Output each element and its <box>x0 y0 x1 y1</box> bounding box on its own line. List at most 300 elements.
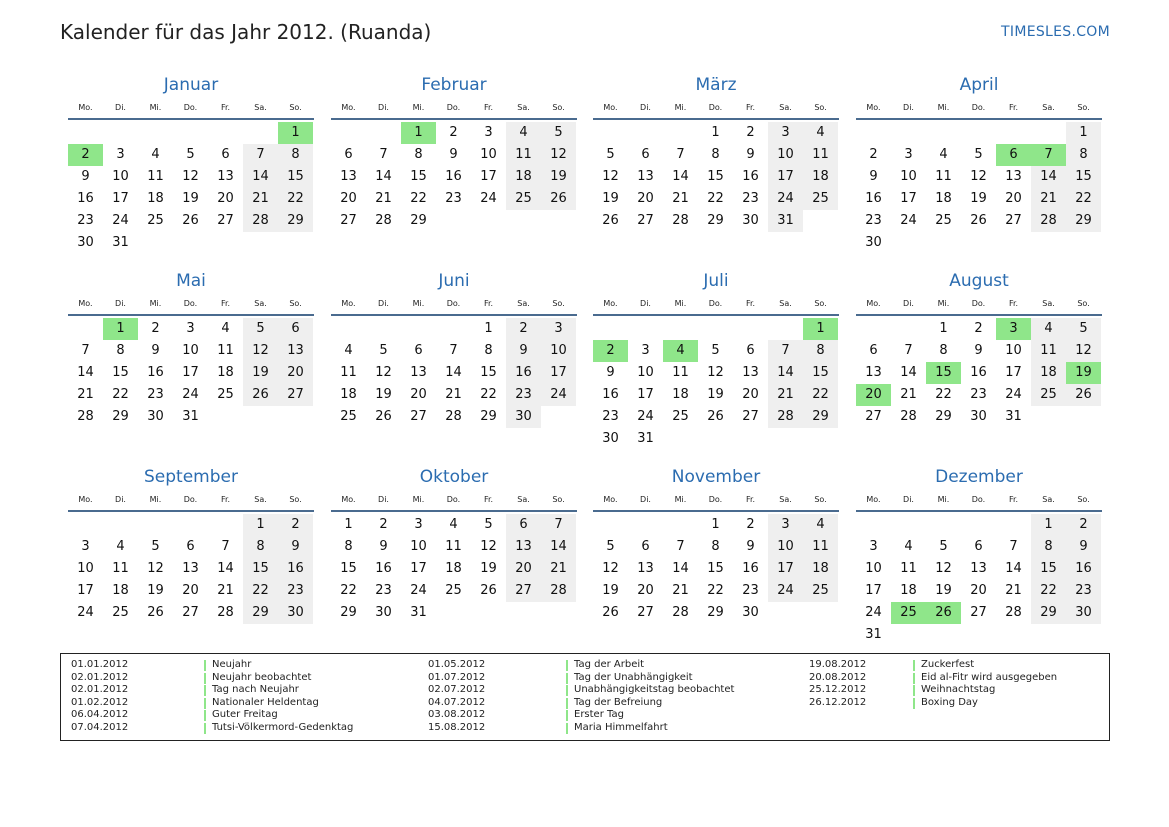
day-cell: 10 <box>900 169 917 184</box>
day-cell: 4 <box>449 517 458 532</box>
weekday-label: So. <box>814 495 827 504</box>
day-cell: 18 <box>506 166 541 188</box>
day-cell: 13 <box>506 536 541 558</box>
day-cell: 20 <box>637 583 654 598</box>
day-cell: 14 <box>672 561 689 576</box>
holiday-day-cell: 25 <box>891 602 926 624</box>
day-cell: 2 <box>506 318 541 340</box>
day-cell: 14 <box>1031 166 1066 188</box>
weekday-label: Sa. <box>779 103 792 112</box>
day-cell: 31 <box>768 210 803 232</box>
brand-link[interactable]: TIMESLES.COM <box>1001 24 1110 40</box>
month-name: Oktober <box>419 467 489 487</box>
day-cell: 27 <box>637 605 654 620</box>
day-cell: 7 <box>904 343 913 358</box>
day-cell: 22 <box>707 191 724 206</box>
day-cell: 26 <box>480 583 497 598</box>
day-cell: 19 <box>480 561 497 576</box>
holiday-name: Maria Himmelfahrt <box>574 722 668 733</box>
day-cell: 26 <box>147 605 164 620</box>
holiday-marker <box>204 673 206 684</box>
day-cell: 22 <box>707 583 724 598</box>
header-rule <box>68 510 314 512</box>
holiday-marker <box>204 698 206 709</box>
day-cell: 8 <box>1066 144 1101 166</box>
day-cell: 2 <box>449 125 458 140</box>
day-cell: 6 <box>869 343 878 358</box>
weekday-label: Fr. <box>1008 299 1019 308</box>
day-cell: 26 <box>707 409 724 424</box>
day-cell: 11 <box>445 539 462 554</box>
weekday-label: Di. <box>903 495 914 504</box>
holiday-marker <box>566 698 568 709</box>
header-rule <box>331 314 577 316</box>
day-cell: 13 <box>637 561 654 576</box>
day-cell: 20 <box>410 387 427 402</box>
weekday-header <box>331 103 577 115</box>
holiday-name: Tag der Arbeit <box>574 659 645 670</box>
month-10 <box>331 467 577 667</box>
day-cell: 31 <box>112 235 129 250</box>
month-8 <box>856 271 1102 471</box>
weekday-label: Fr. <box>745 103 756 112</box>
weekday-label: Di. <box>903 103 914 112</box>
day-cell: 17 <box>768 558 803 580</box>
holiday-date: 25.12.2012 <box>809 684 867 696</box>
day-cell: 22 <box>935 387 952 402</box>
weekday-label: Di. <box>115 299 126 308</box>
day-cell: 4 <box>344 343 353 358</box>
holiday-date: 19.08.2012 <box>809 659 867 670</box>
weekday-label: Do. <box>183 103 198 112</box>
day-cell: 5 <box>151 539 160 554</box>
day-cell: 5 <box>939 539 948 554</box>
day-cell: 19 <box>147 583 164 598</box>
day-cell: 24 <box>112 213 129 228</box>
day-cell: 2 <box>974 321 983 336</box>
day-cell: 3 <box>116 147 125 162</box>
day-cell: 10 <box>410 539 427 554</box>
day-cell: 18 <box>1031 362 1066 384</box>
day-cell: 28 <box>1031 210 1066 232</box>
day-cell: 7 <box>221 539 230 554</box>
holiday-date: 01.01.2012 <box>71 659 129 670</box>
weekday-label: Mi. <box>149 299 162 308</box>
day-cell: 13 <box>278 340 313 362</box>
weekday-label: Fr. <box>220 299 231 308</box>
day-cell: 19 <box>541 166 576 188</box>
weekday-label: Do. <box>971 299 986 308</box>
weekday-label: Sa. <box>1042 299 1055 308</box>
weekday-label: Fr. <box>483 299 494 308</box>
day-cell: 10 <box>865 561 882 576</box>
weekday-label: Mi. <box>937 103 950 112</box>
day-cell: 16 <box>375 561 392 576</box>
day-cell: 21 <box>672 191 689 206</box>
day-cell: 8 <box>711 539 720 554</box>
day-cell: 21 <box>1031 188 1066 210</box>
holiday-marker <box>204 723 206 734</box>
weekday-header <box>331 299 577 311</box>
day-cell: 28 <box>672 213 689 228</box>
holiday-date: 20.08.2012 <box>809 671 867 683</box>
day-cell: 30 <box>506 406 541 428</box>
day-cell: 1 <box>1031 514 1066 536</box>
day-cell: 9 <box>974 343 983 358</box>
weekday-header <box>593 299 839 311</box>
day-cell: 20 <box>1005 191 1022 206</box>
day-cell: 17 <box>541 362 576 384</box>
day-cell: 5 <box>606 147 615 162</box>
day-cell: 24 <box>410 583 427 598</box>
day-cell: 21 <box>217 583 234 598</box>
day-cell: 24 <box>182 387 199 402</box>
month-name: Juni <box>438 271 470 291</box>
day-cell: 7 <box>379 147 388 162</box>
holiday-day-cell: 1 <box>401 122 436 144</box>
day-cell: 18 <box>672 387 689 402</box>
weekday-header <box>856 299 1102 311</box>
day-cell: 20 <box>637 191 654 206</box>
month-7 <box>593 271 839 471</box>
day-cell: 13 <box>970 561 987 576</box>
weekday-label: Mo. <box>866 299 881 308</box>
day-cell: 15 <box>707 561 724 576</box>
day-cell: 5 <box>1066 318 1101 340</box>
weekday-label: Do. <box>708 495 723 504</box>
weekday-label: Sa. <box>517 103 530 112</box>
day-cell: 9 <box>449 147 458 162</box>
day-cell: 12 <box>243 340 278 362</box>
holiday-marker <box>566 660 568 671</box>
day-cell: 16 <box>970 365 987 380</box>
day-cell: 12 <box>602 561 619 576</box>
day-cell: 17 <box>768 166 803 188</box>
weekday-label: Mo. <box>341 299 356 308</box>
day-cell: 27 <box>410 409 427 424</box>
day-cell: 25 <box>935 213 952 228</box>
day-cell: 13 <box>1005 169 1022 184</box>
day-cell: 21 <box>1005 583 1022 598</box>
day-cell: 14 <box>768 362 803 384</box>
day-cell: 24 <box>768 580 803 602</box>
day-cell: 30 <box>742 605 759 620</box>
weekday-label: Mi. <box>149 495 162 504</box>
month-2 <box>331 75 577 275</box>
day-cell: 15 <box>1066 166 1101 188</box>
day-cell: 15 <box>410 169 427 184</box>
weekday-label: Mi. <box>674 299 687 308</box>
day-cell: 30 <box>970 409 987 424</box>
day-cell: 24 <box>480 191 497 206</box>
day-cell: 4 <box>116 539 125 554</box>
day-cell: 21 <box>375 191 392 206</box>
day-cell: 19 <box>243 362 278 384</box>
holiday-marker <box>913 698 915 709</box>
header-rule <box>593 510 839 512</box>
day-cell: 9 <box>379 539 388 554</box>
day-cell: 11 <box>672 365 689 380</box>
day-cell: 31 <box>1005 409 1022 424</box>
weekday-label: Sa. <box>779 495 792 504</box>
weekday-label: Do. <box>446 103 461 112</box>
holiday-day-cell: 1 <box>803 318 838 340</box>
day-cell: 26 <box>375 409 392 424</box>
holiday-date: 06.04.2012 <box>71 709 129 721</box>
day-cell: 11 <box>803 536 838 558</box>
day-cell: 29 <box>243 602 278 624</box>
day-cell: 23 <box>742 583 759 598</box>
holiday-name: Tag der Unabhängigkeit <box>574 671 693 683</box>
day-cell: 20 <box>340 191 357 206</box>
weekday-label: Do. <box>446 299 461 308</box>
day-cell: 5 <box>974 147 983 162</box>
day-cell: 26 <box>182 213 199 228</box>
day-cell: 23 <box>445 191 462 206</box>
day-cell: 4 <box>803 514 838 536</box>
month-name: September <box>144 467 238 487</box>
day-cell: 19 <box>182 191 199 206</box>
day-cell: 25 <box>506 188 541 210</box>
day-cell: 3 <box>768 514 803 536</box>
day-cell: 6 <box>641 147 650 162</box>
day-cell: 18 <box>900 583 917 598</box>
day-cell: 31 <box>865 627 882 642</box>
day-cell: 4 <box>803 122 838 144</box>
day-cell: 19 <box>935 583 952 598</box>
weekday-header <box>331 495 577 507</box>
day-cell: 15 <box>707 169 724 184</box>
day-cell: 21 <box>445 387 462 402</box>
day-cell: 20 <box>182 583 199 598</box>
day-cell: 29 <box>278 210 313 232</box>
day-cell: 9 <box>746 539 755 554</box>
weekday-label: Fr. <box>220 103 231 112</box>
header-rule <box>856 510 1102 512</box>
day-cell: 14 <box>217 561 234 576</box>
holiday-marker <box>913 660 915 671</box>
weekday-label: Sa. <box>254 299 267 308</box>
day-cell: 28 <box>900 409 917 424</box>
day-cell: 12 <box>935 561 952 576</box>
holiday-day-cell: 6 <box>996 144 1031 166</box>
month-4 <box>856 75 1102 275</box>
day-cell: 23 <box>147 387 164 402</box>
day-cell: 3 <box>414 517 423 532</box>
day-cell: 22 <box>480 387 497 402</box>
day-cell: 24 <box>77 605 94 620</box>
day-cell: 12 <box>970 169 987 184</box>
day-cell: 13 <box>217 169 234 184</box>
day-cell: 13 <box>865 365 882 380</box>
holiday-marker <box>204 685 206 696</box>
day-cell: 13 <box>340 169 357 184</box>
day-cell: 17 <box>900 191 917 206</box>
day-cell: 12 <box>182 169 199 184</box>
weekday-label: So. <box>1077 299 1090 308</box>
holiday-day-cell: 1 <box>278 122 313 144</box>
day-cell: 3 <box>904 147 913 162</box>
holiday-name: Unabhängigkeitstag beobachtet <box>574 684 735 696</box>
day-cell: 23 <box>506 384 541 406</box>
weekday-label: Fr. <box>220 495 231 504</box>
weekday-label: Do. <box>183 299 198 308</box>
day-cell: 5 <box>186 147 195 162</box>
day-cell: 15 <box>278 166 313 188</box>
day-cell: 15 <box>112 365 129 380</box>
holiday-day-cell: 19 <box>1066 362 1101 384</box>
day-cell: 2 <box>1066 514 1101 536</box>
day-cell: 17 <box>410 561 427 576</box>
day-cell: 12 <box>480 539 497 554</box>
holiday-day-cell: 2 <box>68 144 103 166</box>
day-cell: 17 <box>865 583 882 598</box>
weekday-header <box>856 103 1102 115</box>
day-cell: 6 <box>506 514 541 536</box>
day-cell: 28 <box>77 409 94 424</box>
weekday-label: Di. <box>903 299 914 308</box>
day-cell: 4 <box>1031 318 1066 340</box>
day-cell: 22 <box>243 580 278 602</box>
day-cell: 16 <box>445 169 462 184</box>
holiday-name: Weihnachtstag <box>921 684 996 696</box>
month-11 <box>593 467 839 667</box>
weekday-label: Sa. <box>254 103 267 112</box>
day-cell: 14 <box>243 166 278 188</box>
day-cell: 27 <box>865 409 882 424</box>
day-cell: 26 <box>970 213 987 228</box>
weekday-label: Di. <box>640 495 651 504</box>
day-cell: 29 <box>410 213 427 228</box>
day-cell: 6 <box>344 147 353 162</box>
day-cell: 19 <box>707 387 724 402</box>
month-9 <box>68 467 314 667</box>
weekday-label: Sa. <box>1042 103 1055 112</box>
day-cell: 1 <box>711 125 720 140</box>
day-cell: 29 <box>707 605 724 620</box>
day-cell: 2 <box>379 517 388 532</box>
day-cell: 8 <box>243 536 278 558</box>
weekday-label: Di. <box>640 299 651 308</box>
weekday-label: Do. <box>971 495 986 504</box>
month-name: Juli <box>703 271 729 291</box>
day-cell: 22 <box>340 583 357 598</box>
day-cell: 8 <box>278 144 313 166</box>
day-cell: 1 <box>939 321 948 336</box>
day-cell: 25 <box>672 409 689 424</box>
day-cell: 22 <box>112 387 129 402</box>
day-cell: 7 <box>676 147 685 162</box>
day-cell: 26 <box>541 188 576 210</box>
month-name: November <box>671 467 761 487</box>
holiday-date: 15.08.2012 <box>428 722 486 733</box>
day-cell: 28 <box>375 213 392 228</box>
holiday-date: 26.12.2012 <box>809 696 867 708</box>
holiday-date: 02.01.2012 <box>71 684 129 696</box>
day-cell: 21 <box>768 384 803 406</box>
day-cell: 27 <box>970 605 987 620</box>
day-cell: 31 <box>637 431 654 446</box>
day-cell: 16 <box>1066 558 1101 580</box>
header-rule <box>68 314 314 316</box>
day-cell: 27 <box>506 580 541 602</box>
day-cell: 17 <box>77 583 94 598</box>
day-cell: 5 <box>243 318 278 340</box>
holiday-name: Neujahr beobachtet <box>212 671 312 683</box>
weekday-label: So. <box>552 103 565 112</box>
holiday-date: 01.05.2012 <box>428 659 486 670</box>
day-cell: 20 <box>278 362 313 384</box>
day-cell: 18 <box>803 166 838 188</box>
holiday-name: Tag der Befreiung <box>574 696 663 708</box>
day-cell: 24 <box>541 384 576 406</box>
day-cell: 12 <box>707 365 724 380</box>
day-cell: 28 <box>243 210 278 232</box>
day-cell: 8 <box>711 147 720 162</box>
day-cell: 9 <box>606 365 615 380</box>
day-cell: 14 <box>672 169 689 184</box>
day-cell: 12 <box>1066 340 1101 362</box>
weekday-label: Mi. <box>937 299 950 308</box>
day-cell: 3 <box>186 321 195 336</box>
day-cell: 8 <box>803 340 838 362</box>
day-cell: 25 <box>1031 384 1066 406</box>
day-cell: 29 <box>803 406 838 428</box>
weekday-label: Di. <box>378 299 389 308</box>
holiday-day-cell: 4 <box>663 340 698 362</box>
day-cell: 4 <box>939 147 948 162</box>
day-cell: 5 <box>484 517 493 532</box>
day-cell: 25 <box>803 580 838 602</box>
holiday-name: Guter Freitag <box>212 709 278 721</box>
day-cell: 30 <box>147 409 164 424</box>
day-cell: 1 <box>484 321 493 336</box>
day-cell: 17 <box>1005 365 1022 380</box>
header-rule <box>331 118 577 120</box>
day-cell: 29 <box>935 409 952 424</box>
day-cell: 8 <box>1031 536 1066 558</box>
day-cell: 10 <box>637 365 654 380</box>
holiday-marker <box>566 723 568 734</box>
day-cell: 4 <box>221 321 230 336</box>
day-cell: 18 <box>340 387 357 402</box>
weekday-label: Sa. <box>779 299 792 308</box>
weekday-label: Mo. <box>78 299 93 308</box>
weekday-label: Fr. <box>745 299 756 308</box>
day-cell: 22 <box>1031 580 1066 602</box>
day-cell: 3 <box>484 125 493 140</box>
day-cell: 5 <box>711 343 720 358</box>
day-cell: 19 <box>602 583 619 598</box>
weekday-label: Mi. <box>149 103 162 112</box>
day-cell: 7 <box>449 343 458 358</box>
holiday-day-cell: 7 <box>1031 144 1066 166</box>
weekday-label: So. <box>289 299 302 308</box>
holiday-date: 01.02.2012 <box>71 696 129 708</box>
day-cell: 29 <box>1031 602 1066 624</box>
day-cell: 14 <box>900 365 917 380</box>
day-cell: 10 <box>541 340 576 362</box>
day-cell: 6 <box>414 343 423 358</box>
day-cell: 20 <box>217 191 234 206</box>
weekday-label: Di. <box>115 103 126 112</box>
day-cell: 22 <box>803 384 838 406</box>
month-name: Dezember <box>935 467 1023 487</box>
weekday-label: Mi. <box>674 103 687 112</box>
day-cell: 15 <box>340 561 357 576</box>
day-cell: 20 <box>970 583 987 598</box>
holiday-date: 03.08.2012 <box>428 709 486 721</box>
